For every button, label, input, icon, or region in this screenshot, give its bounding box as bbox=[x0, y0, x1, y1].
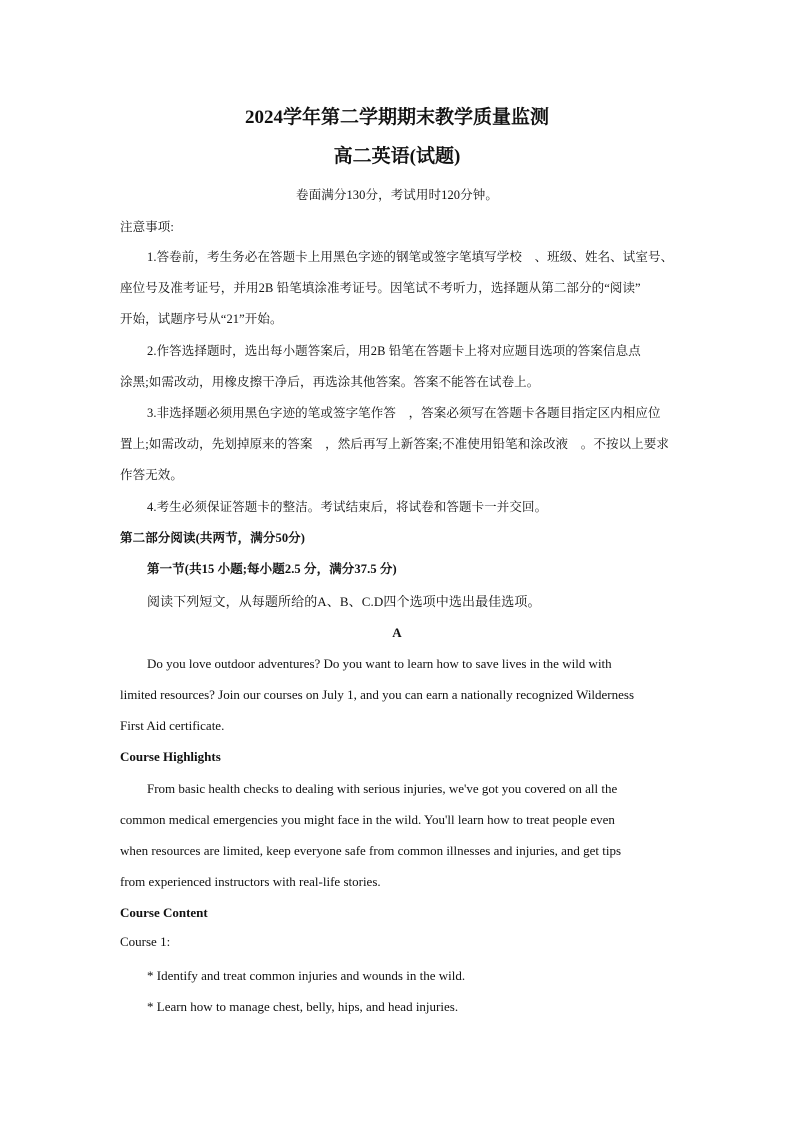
section-heading: 第一节(共15 小题;每小题2.5 分，满分37.5 分) bbox=[147, 562, 397, 576]
exam-title: 2024学年第二学期期末教学质量监测 bbox=[244, 107, 549, 128]
exam-info: 卷面满分130分，考试用时120分钟。 bbox=[296, 188, 498, 202]
course1-item: * Learn how to manage chest, belly, hips, and head injuries. bbox=[147, 999, 459, 1014]
exam-subtitle: 高二英语(试题) bbox=[333, 146, 461, 167]
course1-item: * Identify and treat common injuries and wounds in the wild. bbox=[147, 968, 466, 983]
part-heading: 第二部分阅读(共两节，满分50分) bbox=[120, 531, 306, 545]
passage-intro-line: limited resources? Join our courses on July 1, and you can earn a nationally recognized Wilderness bbox=[120, 687, 635, 702]
course1-label: Course 1: bbox=[120, 934, 171, 949]
passage-intro-line: Do you love outdoor adventures? Do you want to learn how to save lives in the wild with bbox=[147, 656, 612, 671]
highlights-line: when resources are limited, keep everyone safe from common illnesses and injuries, and get tips bbox=[120, 843, 622, 858]
content-heading: Course Content bbox=[120, 905, 208, 920]
highlights-line: from experienced instructors with real-life stories. bbox=[120, 874, 381, 889]
passage-intro-line: First Aid certificate. bbox=[120, 718, 225, 733]
notice-heading: 注意事项: bbox=[120, 220, 174, 234]
section-instruction: 阅读下列短文，从每题所给的A、B、C.D四个选项中选出最佳选项。 bbox=[147, 594, 541, 609]
notice-line: 涂黑;如需改动，用橡皮擦干净后，再选涂其他答案。答案不能答在试卷上。 bbox=[120, 375, 540, 389]
notice-line: 4.考生必须保证答题卡的整洁。考试结束后，将试卷和答题卡一并交回。 bbox=[147, 500, 548, 514]
notice-line: 置上;如需改动，先划掉原来的答案 ，然后再写上新答案;不准使用铅笔和涂改液 。不按以上要求 bbox=[120, 437, 669, 451]
notice-line: 3.非选择题必须用黑色字迹的笔或签字笔作答 ，答案必须写在答题卡各题目指定区内相应位 bbox=[147, 406, 661, 420]
notice-line: 作答无效。 bbox=[120, 468, 184, 482]
notice-line: 座位号及准考证号，并用2B 铅笔填涂准考证号。因笔试不考听力，选择题从第二部分的“阅读” bbox=[120, 281, 641, 295]
notice-line: 2.作答选择题时，选出每小题答案后，用2B 铅笔在答题卡上将对应题目选项的答案信息点 bbox=[147, 344, 641, 358]
notice-line: 开始，试题序号从“21”开始。 bbox=[120, 312, 283, 326]
highlights-line: From basic health checks to dealing with serious injuries, we've got you covered on all the bbox=[147, 781, 618, 796]
passage-label: A bbox=[392, 625, 402, 640]
notice-line: 1.答卷前，考生务必在答题卡上用黑色字迹的钢笔或签字笔填写学校 、班级、姓名、试室号、 bbox=[147, 250, 674, 264]
highlights-heading: Course Highlights bbox=[120, 749, 221, 764]
highlights-line: common medical emergencies you might face in the wild. You'll learn how to treat people even bbox=[120, 812, 615, 827]
